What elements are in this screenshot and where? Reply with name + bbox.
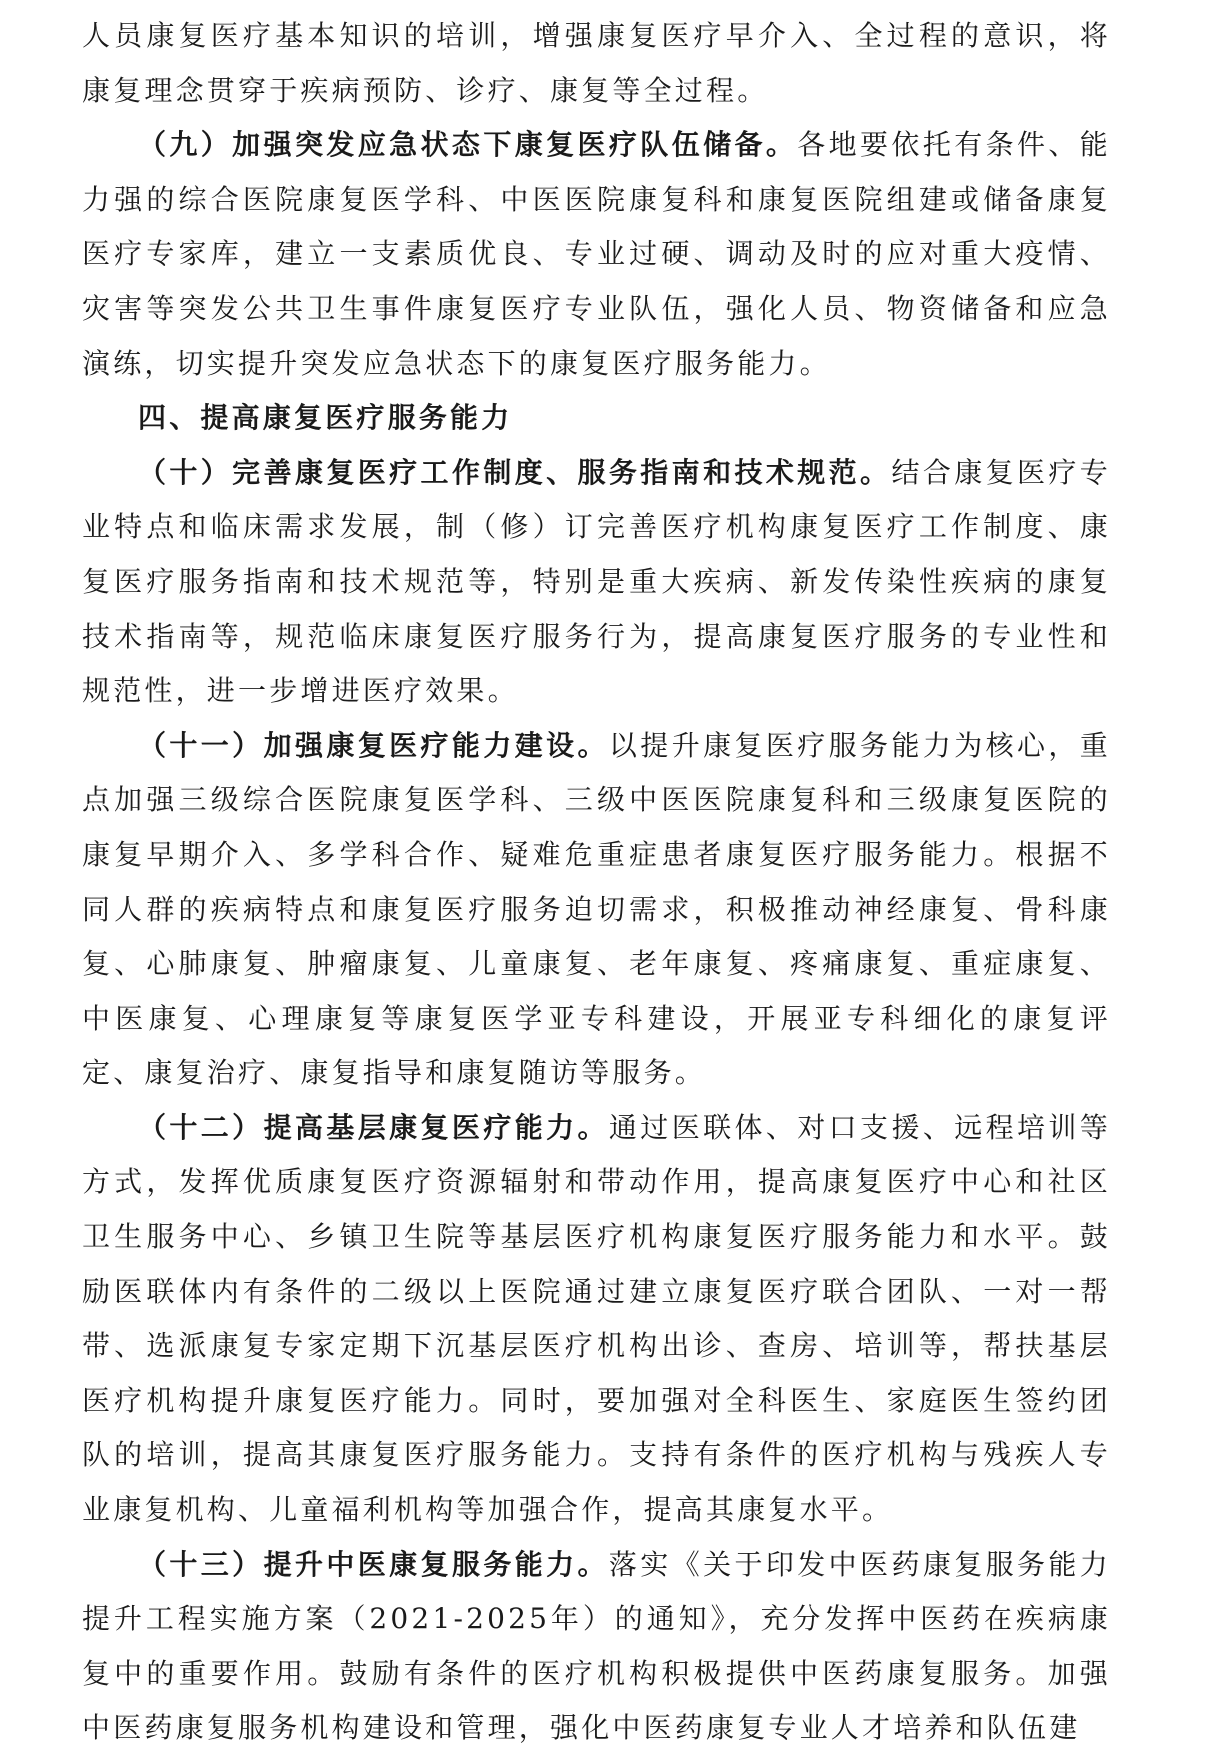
section-heading: 四、提高康复医疗服务能力 <box>138 401 513 435</box>
paragraph-item-12 <box>82 1101 1111 1538</box>
paragraph-item-10 <box>82 446 1111 719</box>
paragraph-text: 各地要依托有条件、能力强的综合医院康复医学科、中医医院康复科和康复医院组建或储备康复医疗专家库，建立一支素质优良、专业过硬、调动及时的应对重大疫情、灾害等突发公共卫生事件康复医疗专业队伍，强化人员、物资储备和应急演练，切实提升突发应急状态下的康复医疗服务能力。 <box>82 128 1111 380</box>
paragraph-continuation <box>82 9 1111 118</box>
paragraph-text: 通过医联体、对口支援、远程培训等方式，发挥优质康复医疗资源辐射和带动作用，提高康复医疗中心和社区卫生服务中心、乡镇卫生院等基层医疗机构康复医疗服务能力和水平。鼓励医联体内有条件的二级以上医院通过建立康复医疗联合团队、一对一帮带、选派康复专家定期下沉基层医疗机构出诊、查房、培训等，帮扶基层医疗机构提升康复医疗能力。同时，要加强对全科医生、家庭医生签约团队的培训，提高其康复医疗服务能力。支持有条件的医疗机构与残疾人专业康复机构、儿童福利机构等加强合作，提高其康复水平。 <box>82 1110 1111 1527</box>
paragraph-item-11 <box>82 719 1111 1101</box>
paragraph-text: 以提升康复医疗服务能力为核心，重点加强三级综合医院康复医学科、三级中医医院康复科和三级康复医院的康复早期介入、多学科合作、疑难危重症患者康复医疗服务能力。根据不同人群的疾病特点和康复医疗服务迫切需求，积极推动神经康复、骨科康复、心肺康复、肿瘤康复、儿童康复、老年康复、疼痛康复、重症康复、中医康复、心理康复等康复医学亚专科建设，开展亚专科细化的康复评定、康复治疗、康复指导和康复随访等服务。 <box>82 728 1111 1090</box>
paragraph-text: 结合康复医疗专业特点和临床需求发展，制（修）订完善医疗机构康复医疗工作制度、康复医疗服务指南和技术规范等，特别是重大疾病、新发传染性疾病的康复技术指南等，规范临床康复医疗服务行为，提高康复医疗服务的专业性和规范性，进一步增进医疗效果。 <box>82 455 1111 708</box>
paragraph-lead: （十三）提升中医康复服务能力。 <box>138 1547 609 1581</box>
paragraph-lead: （十）完善康复医疗工作制度、服务指南和技术规范。 <box>138 455 892 489</box>
paragraph-text: 落实《关于印发中医药康复服务能力提升工程实施方案（2021-2025年）的通知》，充分发挥中医药在疾病康复中的重要作用。鼓励有条件的医疗机构积极提供中医药康复服务。加强中医药康复服务机构建设和管理，强化中医药康复专业人才培养和队伍建 <box>82 1547 1111 1745</box>
paragraph-text: 人员康复医疗基本知识的培训，增强康复医疗早介入、全过程的意识，将康复理念贯穿于疾病预防、诊疗、康复等全过程。 <box>82 19 1111 107</box>
paragraph-lead: （十二）提高基层康复医疗能力。 <box>138 1110 609 1144</box>
paragraph-item-9 <box>82 118 1111 391</box>
paragraph-lead: （九）加强突发应急状态下康复医疗队伍储备。 <box>138 128 798 162</box>
paragraph-lead: （十一）加强康复医疗能力建设。 <box>138 728 609 762</box>
paragraph-item-13 <box>82 1538 1111 1756</box>
